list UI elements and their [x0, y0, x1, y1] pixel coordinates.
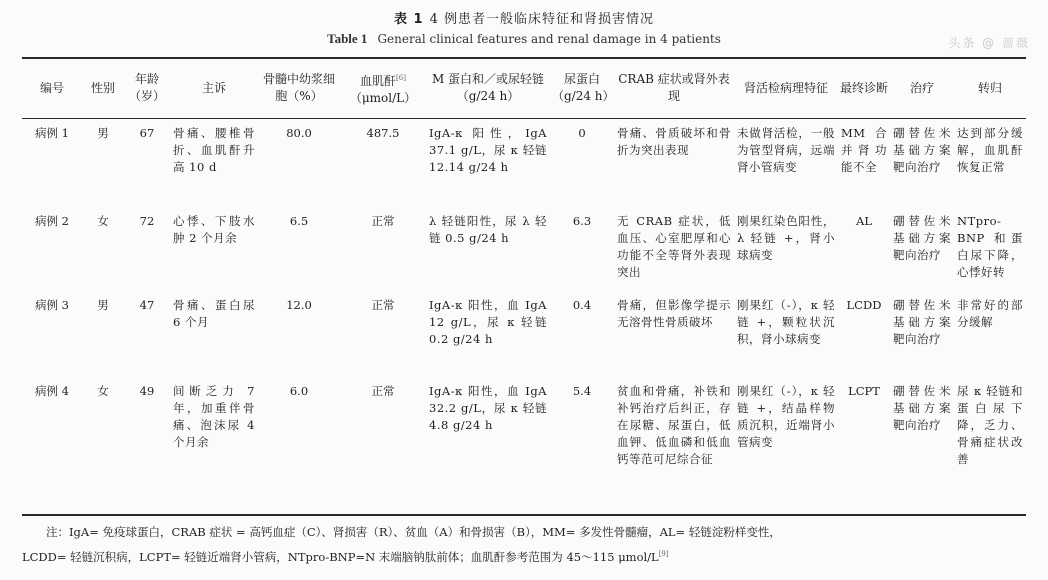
cell-biopsy: 刚果红染色阳性，λ 轻链 +，肾小球病变: [737, 214, 835, 262]
cell-outcome: 达到部分缓解，血肌酐恢复正常: [957, 126, 1023, 174]
cell-m-protein: λ 轻链阳性，尿 λ 轻链 0.5 g/24 h: [429, 214, 547, 245]
cell-treatment: 硼替佐米基础方案靶向治疗: [893, 214, 951, 262]
cell-diagnosis: LCPT: [848, 384, 880, 398]
table-row: [22, 291, 1026, 377]
cell-age: 67: [139, 126, 155, 140]
header-age: 年龄（岁）: [124, 58, 170, 119]
cell-treatment: 硼替佐米基础方案靶向治疗: [893, 298, 951, 346]
header-complaint: 主诉: [170, 58, 258, 119]
cell-sex: 女: [97, 384, 109, 398]
cell-age: 72: [139, 214, 155, 228]
header-sex: 性别: [82, 58, 124, 119]
table-row: [22, 119, 1026, 208]
cell-biopsy: 刚果红（-），κ 轻链 +，颗粒状沉积，肾小球病变: [737, 298, 835, 346]
footnote-ref: [9]: [658, 550, 669, 558]
cell-crab: 无 CRAB 症状，低血压、心室肥厚和心功能不全等肾外表现突出: [617, 214, 731, 279]
cell-id: 病例 2: [35, 214, 69, 228]
cell-crab: 骨痛、骨质破坏和骨折为突出表现: [617, 126, 731, 157]
header-biopsy: 肾活检病理特征: [734, 58, 838, 119]
header-creatinine-ref: [6]: [396, 73, 406, 82]
cell-m-protein: IgA-κ 阳性，血 IgA 12 g/L，尿 κ 轻链 0.2 g/24 h: [429, 298, 547, 346]
cell-crab: 贫血和骨痛，补铁和补钙治疗后纠正，存在尿糖、尿蛋白，低血钾、低血磷和低血钙等范可尼综合征: [617, 384, 731, 466]
header-outcome: 转归: [954, 58, 1026, 119]
cell-treatment: 硼替佐米基础方案靶向治疗: [893, 126, 951, 174]
header-bm-plasma: 骨髓中幼浆细胞（%）: [258, 58, 340, 119]
table-label-en: Table 1: [327, 31, 368, 46]
cell-outcome: 尿 κ 轻链和蛋白尿下降，乏力、骨痛症状改善: [957, 384, 1023, 466]
cell-id: 病例 4: [35, 384, 69, 398]
table-caption-en: General clinical features and renal damage in 4 patients: [377, 32, 721, 46]
header-creatinine: [340, 58, 426, 119]
clinical-table: [22, 58, 1026, 503]
table-title-en: [0, 31, 1048, 47]
footnote-line-1: 注：IgA= 免疫球蛋白，CRAB 症状 = 高钙血症（C）、肾损害（R）、贫血（A）和骨损害（B），MM= 多发性骨髓瘤，AL= 轻链淀粉样变性，: [46, 525, 781, 539]
cell-complaint: 骨痛、腰椎骨折、血肌酐升高 10 d: [173, 126, 255, 174]
table-caption-cn: 4 例患者一般临床特征和肾损害情况: [429, 12, 654, 27]
cell-sex: 女: [97, 214, 109, 228]
cell-creatinine: 正常: [371, 298, 395, 312]
cell-m-protein: IgA-κ 阳性，血 IgA 32.2 g/L，尿 κ 轻链 4.8 g/24 h: [429, 384, 547, 432]
cell-diagnosis: MM 合并肾功能不全: [841, 126, 887, 174]
cell-age: 49: [139, 384, 155, 398]
cell-urine-protein: 0: [578, 126, 586, 140]
cell-creatinine: 487.5: [366, 126, 400, 140]
cell-diagnosis: AL: [856, 214, 872, 228]
header-urine-protein: 尿蛋白（g/24 h）: [550, 58, 614, 119]
cell-bm-plasma: 80.0: [286, 126, 312, 140]
cell-crab: 骨痛，但影像学提示无溶骨性骨质破坏: [617, 298, 731, 329]
cell-m-protein: IgA-κ 阳性，IgA 37.1 g/L，尿 κ 轻链 12.14 g/24 h: [429, 126, 547, 174]
cell-biopsy: 未做肾活检，一般为管型肾病，远端肾小管病变: [737, 126, 835, 174]
table-row: [22, 377, 1026, 503]
header-creatinine-label: 血肌酐: [360, 73, 397, 88]
cell-outcome: NTpro-BNP 和蛋白尿下降，心悸好转: [957, 214, 1023, 279]
cell-complaint: 心悸、下肢水肿 2 个月余: [173, 214, 255, 245]
cell-bm-plasma: 6.5: [289, 214, 309, 228]
header-diagnosis: 最终诊断: [838, 58, 890, 119]
cell-creatinine: 正常: [371, 214, 395, 228]
header-treatment: 治疗: [890, 58, 954, 119]
table-label-cn: 表 1: [394, 12, 424, 27]
cell-creatinine: 正常: [371, 384, 395, 398]
cell-urine-protein: 5.4: [572, 384, 592, 398]
table-title-cn: [0, 8, 1048, 27]
cell-urine-protein: 0.4: [572, 298, 592, 312]
cell-complaint: 骨痛、蛋白尿 6 个月: [173, 298, 255, 329]
cell-bm-plasma: 12.0: [286, 298, 312, 312]
bottom-rule: [22, 514, 1026, 516]
table-row: [22, 207, 1026, 291]
table-footnote: [22, 521, 1026, 568]
cell-complaint: 间断乏力 7 年，加重伴骨痛、泡沫尿 4 个月余: [173, 384, 255, 449]
cell-diagnosis: LCDD: [846, 298, 882, 312]
header-creatinine-unit: （μmol/L）: [349, 90, 417, 105]
cell-id: 病例 3: [35, 298, 69, 312]
header-id: 编号: [22, 58, 82, 119]
cell-sex: 男: [97, 298, 109, 312]
cell-sex: 男: [97, 126, 109, 140]
cell-urine-protein: 6.3: [572, 214, 592, 228]
cell-outcome: 非常好的部分缓解: [957, 298, 1023, 329]
header-m-protein: M 蛋白和／或尿轻链（g/24 h）: [426, 58, 550, 119]
watermark: 头条 @ 蔷薇: [948, 36, 1030, 50]
cell-id: 病例 1: [35, 126, 69, 140]
header-row: [22, 58, 1026, 119]
cell-age: 47: [139, 298, 155, 312]
header-crab: CRAB 症状或肾外表现: [614, 58, 734, 119]
cell-treatment: 硼替佐米基础方案靶向治疗: [893, 384, 951, 432]
footnote-line-2: LCDD= 轻链沉积病，LCPT= 轻链近端肾小管病，NTpro-BNP=N 末端脑钠肽前体；血肌酐参考范围为 45～115 μmol/L: [22, 549, 659, 564]
cell-biopsy: 刚果红（-），κ 轻链 +，结晶样物质沉积，近端肾小管病变: [737, 384, 835, 449]
cell-bm-plasma: 6.0: [289, 384, 309, 398]
